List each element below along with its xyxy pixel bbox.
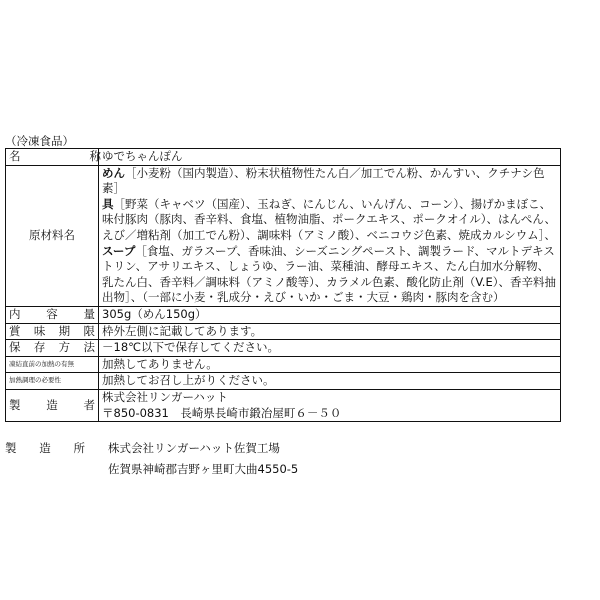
ingredients-key: 原材料名 — [6, 165, 99, 306]
row-ingredients — [6, 165, 561, 306]
row-name — [6, 149, 561, 166]
factory-key: 製 造 所 — [5, 441, 85, 455]
name-key: 名 称 — [6, 149, 99, 166]
ingredients-value — [99, 165, 561, 306]
factory-company: 株式会社リンガーハット佐賀工場 — [108, 441, 280, 455]
gu-head: 具 — [102, 196, 114, 211]
heated-before-freezing-value: 加熱してありません。 — [99, 356, 561, 373]
soup-body: ［食塩、ガラスープ、香味油、シーズニングペースト、調製ラード、マルトデキストリン、アサリエキス、しょうゆ、ラー油、菜種油、酵母エキス、たん白加水分解物、乳たん白、香辛料／調味料（アミノ酸等）、カラメル色素、酸化防止剤（V.E）、香辛料抽出物］、（一部に小麦・乳成分・えび・いか・ごま・大豆・鶏肉・豚肉を含む） — [102, 243, 556, 305]
row-manufacturer — [6, 389, 561, 421]
best-before-value: 枠外左側に記載してあります。 — [99, 323, 561, 340]
gu-body: ［野菜（キャベツ（国産）、玉ねぎ、にんじん、いんげん、コーン）、揚げかまぼこ、味付豚肉（豚肉、香辛料、食塩、植物油脂、ポークエキス、ポークオイル）、はんぺん、えび／増粘剤（加工でん粉）、調味料（アミノ酸）、ベニコウジ色素、焼成カルシウム］、 — [102, 196, 557, 242]
men-body: ［小麦粉（国内製造）、粉末状植物性たん白／加工でん粉、かんすい、クチナシ色素］ — [102, 165, 545, 196]
row-storage — [6, 340, 561, 357]
row-heated-before-freezing — [6, 356, 561, 373]
name-value: ゆでちゃんぽん — [99, 149, 561, 166]
row-heating-required — [6, 373, 561, 390]
men-head: めん — [102, 165, 125, 180]
manufacturer-value — [99, 389, 561, 421]
storage-key: 保存方法 — [6, 340, 99, 357]
heated-before-freezing-key: 凍結直前の加熱の有無 — [6, 356, 99, 373]
soup-head: スープ — [102, 243, 136, 258]
factory-block — [5, 438, 561, 480]
best-before-key: 賞味期限 — [6, 323, 99, 340]
row-contents — [6, 306, 561, 323]
manufacturer-key: 製 造 者 — [6, 389, 99, 421]
contents-value: 305g（めん150g） — [99, 306, 561, 323]
factory-address: 佐賀県神崎郡吉野ヶ里町大曲4550-5 — [108, 462, 299, 476]
category-label: （冷凍食品） — [5, 134, 74, 148]
manufacturer-address: 長崎県長崎市鍛冶屋町６－５０ — [180, 405, 342, 420]
manufacturer-postal: 〒850-0831 — [102, 405, 169, 420]
manufacturer-company: 株式会社リンガーハット — [102, 389, 228, 404]
contents-key: 内 容 量 — [6, 306, 99, 323]
row-best-before — [6, 323, 561, 340]
storage-value: －18℃以下で保存してください。 — [99, 340, 561, 357]
heating-required-value: 加熱してお召し上がりください。 — [99, 373, 561, 390]
heating-required-key: 加熱調理の必要性 — [6, 373, 99, 390]
food-label-table — [5, 148, 561, 422]
